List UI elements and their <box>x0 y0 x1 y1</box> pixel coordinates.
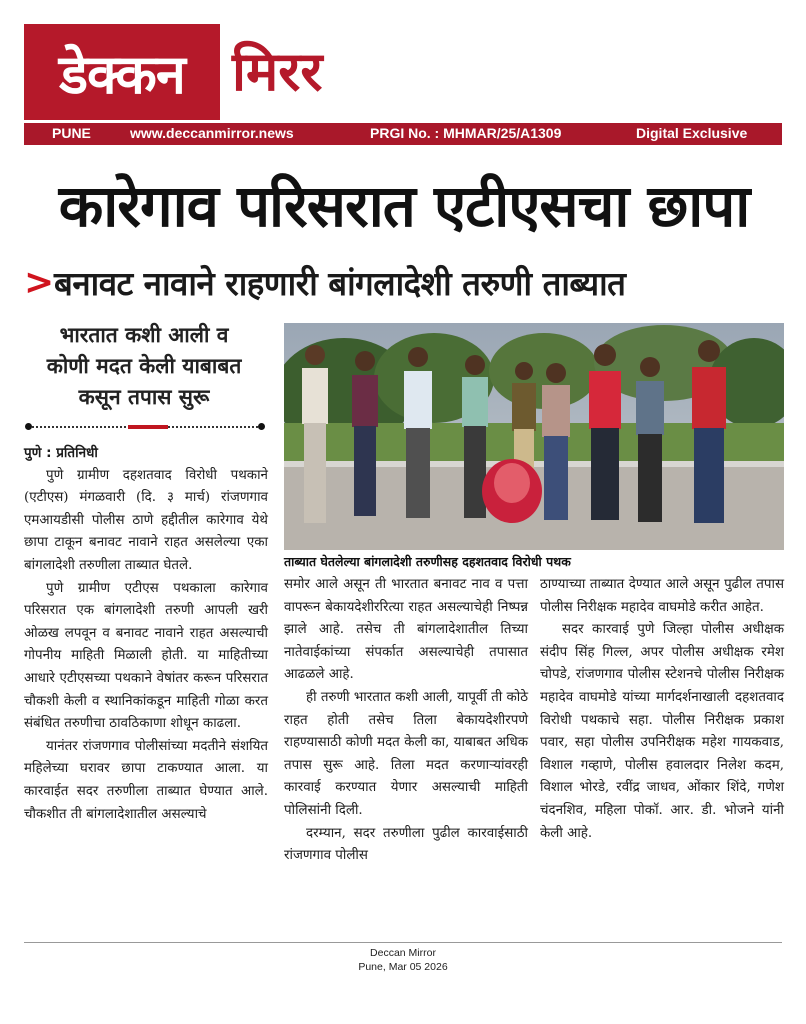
paragraph: समोर आले असून ती भारतात बनावट नाव व पत्ता वापरून बेकायदेशीररित्या राहत असल्याचेही निष्पन्न झाले आहे. तसेच ती बांगलादेशातील तिच्या नातेवाईकांच्या संपर्कात असल्याचेही तपासात आढळले आहे. <box>284 577 528 683</box>
website-link[interactable]: www.deccanmirror.news <box>130 125 294 141</box>
headline: कारेगाव परिसरात एटीएसचा छापा <box>58 172 750 240</box>
footer-publication: Deccan Mirror <box>370 947 436 959</box>
prgi-number: PRGI No. : MHMAR/25/A1309 <box>370 125 562 141</box>
logo-box <box>24 24 220 120</box>
footer <box>0 946 806 974</box>
edition-label: Digital Exclusive <box>636 125 748 141</box>
news-photo <box>284 323 784 550</box>
logo-text-left: डेक्कन <box>59 43 185 106</box>
article-column-3 <box>540 574 784 845</box>
highlight-line: कोणी मदत केली याबाबत <box>46 354 242 378</box>
paragraph: यानंतर रांजणगाव पोलीसांच्या मदतीने संशयित महिलेच्या घरावर छापा टाकण्यात आला. या कारवाईत सदर तरुणीला ताब्यात घेण्यात आले. चौकशीत ती बांगलादेशातील असल्याचे <box>24 738 268 822</box>
highlight-line: भारतात कशी आली व <box>59 323 229 347</box>
city-label: PUNE <box>52 125 91 141</box>
paragraph: सदर कारवाई पुणे जिल्हा पोलीस अधीक्षक संदीप सिंह गिल्ल, अपर पोलीस अधीक्षक रमेश चोपडे, रांजणगाव पोलीस स्टेशनचे पोलीस निरीक्षक महादेव वाघमोडे यांच्या मार्गदर्शनाखाली दहशतवाद विरोधी पथकाचे सहा. पोलीस निरीक्षक प्रकाश पवार, सहा पोलीस उपनिरीक्षक महेश गायकवाड, विशाल गव्हाणे, पोलीस हवालदार निलेश कदम, विशाल भोरडे, रवींद्र जाधव, ओंकार शिंदे, गणेश चंदनशिव, महिला पोकॉ. आर. डी. भोजने यांनी केली आहे. <box>540 622 784 841</box>
footer-rule <box>24 942 782 943</box>
subheadline-text: बनावट नावाने राहणारी बांगलादेशी तरुणी ताब्यात <box>54 263 626 303</box>
paragraph: पुणे ग्रामीण एटीएस पथकाला कारेगाव परिसरात एक बांगलादेशी तरुणी आपली खरी ओळख लपवून व बनावट नावाने राहत असल्याची गोपनीय माहिती मिळाली होती. या माहितीच्या आधारे एटीएसच्या पथकाने वेषांतर करून परिसरात चौकशी केली व स्थानिकांकडून माहिती गोळा करत संबंधित तरुणीचा ठावठिकाणा शोधून काढला. <box>24 580 268 732</box>
paragraph: पुणे ग्रामीण दहशतवाद विरोधी पथकाने (एटीएस) मंगळवारी (दि. ३ मार्च) रांजणगाव एमआयडीसी पोलीस ठाणे हद्दीतील कारेगाव येथे छापा टाकून बनावट नावाने राहत असलेल्या एका बांगलादेशी तरुणीला ताब्यात घेतले. <box>24 467 268 573</box>
byline: पुणे : प्रतिनिधी <box>24 445 98 461</box>
subheadline <box>24 258 784 306</box>
logo-text-right: मिरर <box>232 40 323 103</box>
photo-caption: ताब्यात घेतलेल्या बांगलादेशी तरुणीसह दहशतवाद विरोधी पथक <box>284 554 571 569</box>
paragraph: दरम्यान, सदर तरुणीला पुढील कारवाईसाठी रांजणगाव पोलीस <box>284 825 528 864</box>
info-bar <box>24 123 782 145</box>
paragraph: ठाण्याच्या ताब्यात देण्यात आले असून पुढील तपास पोलीस निरीक्षक महादेव वाघमोडे करीत आहेत. <box>540 577 784 615</box>
article-column-2 <box>284 574 528 868</box>
article-column-1 <box>24 442 268 826</box>
paragraph: ही तरुणी भारतात कशी आली, यापूर्वी ती कोठे राहत होती तसेच तिला बेकायदेशीरपणे राहण्यासाठी कोणी मदत केली का, याबाबत अधिक तपास सुरू आहे. तिला मदत करणाऱ्यांवरही कारवाई करण्यात येणार असल्याची माहिती पोलिसांनी दिली. <box>284 689 528 818</box>
highlight-box <box>22 320 266 413</box>
masthead <box>24 24 782 120</box>
divider <box>28 425 262 429</box>
footer-dateline: Pune, Mar 05 2026 <box>358 961 448 973</box>
highlight-line: कसून तपास सुरू <box>78 385 210 409</box>
chevron-right-icon: > <box>24 261 55 303</box>
